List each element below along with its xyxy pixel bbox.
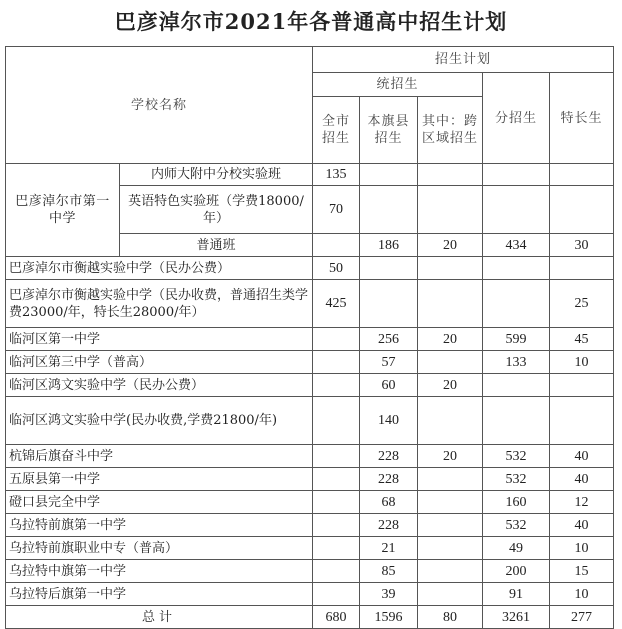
cell-split: 532 <box>483 468 550 491</box>
school-name: 磴口县完全中学 <box>6 491 313 514</box>
table-row <box>6 537 614 560</box>
cell-special: 40 <box>550 514 614 537</box>
table-row <box>6 583 614 606</box>
cell-split: 599 <box>483 328 550 351</box>
header-split: 分招生 <box>483 73 550 164</box>
header-school-name: 学校名称 <box>6 47 313 164</box>
cell-cross <box>418 468 483 491</box>
total-city: 680 <box>313 606 360 629</box>
cell-cross: 20 <box>418 445 483 468</box>
cell-special: 15 <box>550 560 614 583</box>
cell-city: 425 <box>313 280 360 328</box>
school-name: 杭锦后旗奋斗中学 <box>6 445 313 468</box>
table-row <box>6 514 614 537</box>
cell-city <box>313 397 360 445</box>
cell-split: 532 <box>483 514 550 537</box>
cell-special: 10 <box>550 537 614 560</box>
school-name: 乌拉特中旗第一中学 <box>6 560 313 583</box>
school-name: 乌拉特前旗职业中专（普高） <box>6 537 313 560</box>
group-school-name: 巴彦淖尔市第一中学 <box>6 164 120 257</box>
school-name: 乌拉特后旗第一中学 <box>6 583 313 606</box>
cell-cross <box>418 537 483 560</box>
cell-cross <box>418 491 483 514</box>
school-name: 临河区鸿文实验中学(民办收费,学费21800/年) <box>6 397 313 445</box>
group-sub-label: 普通班 <box>120 234 313 257</box>
cell-banner: 228 <box>360 468 418 491</box>
cell-city <box>313 514 360 537</box>
table-row <box>6 491 614 514</box>
cell-city <box>313 560 360 583</box>
header-unified: 统招生 <box>313 73 483 97</box>
total-split: 3261 <box>483 606 550 629</box>
cell-city: 70 <box>313 186 360 234</box>
total-label: 总计 <box>6 606 313 629</box>
cell-banner: 228 <box>360 445 418 468</box>
group-sub-label: 英语特色实验班（学费18000/年） <box>120 186 313 234</box>
cell-special: 30 <box>550 234 614 257</box>
cell-banner: 186 <box>360 234 418 257</box>
header-cross-region: 其中：跨区域招生 <box>418 97 483 164</box>
cell-city <box>313 468 360 491</box>
cell-split <box>483 280 550 328</box>
school-name: 临河区第一中学 <box>6 328 313 351</box>
cell-special <box>550 397 614 445</box>
cell-split: 532 <box>483 445 550 468</box>
cell-banner <box>360 257 418 280</box>
page-title: 巴彦淖尔市2021年各普通高中招生计划 <box>114 9 508 34</box>
cell-special <box>550 374 614 397</box>
table-row <box>6 351 614 374</box>
cell-cross: 20 <box>418 374 483 397</box>
cell-split: 49 <box>483 537 550 560</box>
school-name: 临河区第三中学（普高） <box>6 351 313 374</box>
header-special: 特长生 <box>550 73 614 164</box>
table-row <box>6 328 614 351</box>
total-banner: 1596 <box>360 606 418 629</box>
cell-banner <box>360 280 418 328</box>
cell-banner: 256 <box>360 328 418 351</box>
cell-cross <box>418 514 483 537</box>
total-row <box>6 606 614 629</box>
header-banner: 本旗县招生 <box>360 97 418 164</box>
table-row <box>6 560 614 583</box>
school-name: 巴彦淖尔市衡越实验中学（民办公费） <box>6 257 313 280</box>
header-row-1 <box>6 47 614 73</box>
cell-cross <box>418 397 483 445</box>
cell-banner: 60 <box>360 374 418 397</box>
cell-cross <box>418 351 483 374</box>
enrollment-plan-table <box>5 46 614 629</box>
cell-split: 133 <box>483 351 550 374</box>
cell-special: 40 <box>550 445 614 468</box>
cell-split: 200 <box>483 560 550 583</box>
table-row <box>6 374 614 397</box>
cell-banner: 85 <box>360 560 418 583</box>
header-city: 全市招生 <box>313 97 360 164</box>
cell-banner: 57 <box>360 351 418 374</box>
school-name: 五原县第一中学 <box>6 468 313 491</box>
cell-banner: 39 <box>360 583 418 606</box>
school-name: 巴彦淖尔市衡越实验中学（民办收费，普通招生类学费23000/年，特长生28000/年） <box>6 280 313 328</box>
cell-special: 45 <box>550 328 614 351</box>
cell-city <box>313 351 360 374</box>
cell-split: 434 <box>483 234 550 257</box>
cell-cross: 20 <box>418 328 483 351</box>
cell-city <box>313 445 360 468</box>
school-name: 乌拉特前旗第一中学 <box>6 514 313 537</box>
cell-special: 12 <box>550 491 614 514</box>
cell-banner: 68 <box>360 491 418 514</box>
total-special: 277 <box>550 606 614 629</box>
cell-special <box>550 257 614 280</box>
cell-city: 50 <box>313 257 360 280</box>
cell-city <box>313 491 360 514</box>
cell-split <box>483 374 550 397</box>
cell-city <box>313 328 360 351</box>
total-cross: 80 <box>418 606 483 629</box>
cell-cross <box>418 560 483 583</box>
cell-split: 160 <box>483 491 550 514</box>
cell-split <box>483 397 550 445</box>
cell-cross <box>418 257 483 280</box>
cell-city: 135 <box>313 164 360 186</box>
table-row <box>6 468 614 491</box>
table-row <box>6 164 614 186</box>
group-sub-label: 内师大附中分校实验班 <box>120 164 313 186</box>
cell-banner: 21 <box>360 537 418 560</box>
cell-banner: 140 <box>360 397 418 445</box>
table-row <box>6 397 614 445</box>
cell-cross: 20 <box>418 234 483 257</box>
cell-split <box>483 257 550 280</box>
table-row <box>6 257 614 280</box>
cell-city <box>313 374 360 397</box>
cell-banner: 228 <box>360 514 418 537</box>
cell-city <box>313 537 360 560</box>
cell-cross <box>418 280 483 328</box>
cell-cross <box>418 583 483 606</box>
table-row <box>6 280 614 328</box>
cell-split: 91 <box>483 583 550 606</box>
cell-city <box>313 583 360 606</box>
cell-special: 40 <box>550 468 614 491</box>
table-row <box>6 445 614 468</box>
school-name: 临河区鸿文实验中学（民办公费） <box>6 374 313 397</box>
cell-special: 10 <box>550 583 614 606</box>
cell-special: 25 <box>550 280 614 328</box>
cell-special: 10 <box>550 351 614 374</box>
header-enrollment-plan: 招生计划 <box>313 47 614 73</box>
